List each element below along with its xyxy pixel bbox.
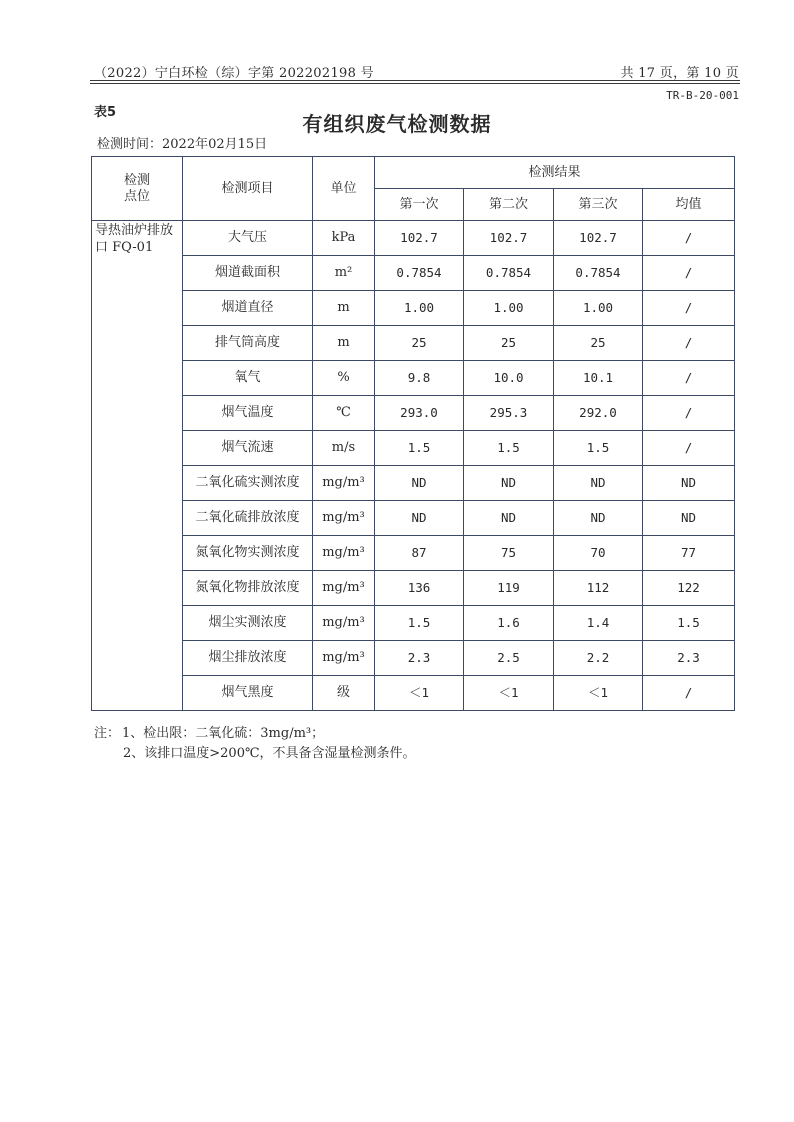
table-row xyxy=(92,431,735,466)
result-first: 9.8 xyxy=(375,361,464,396)
document-code: TR-B-20-001 xyxy=(666,89,739,102)
result-average: 122 xyxy=(643,571,735,606)
result-second: ＜1 xyxy=(464,676,554,711)
parameter-name: 氧气 xyxy=(183,361,313,396)
parameter-name: 二氧化硫实测浓度 xyxy=(183,466,313,501)
result-third: 25 xyxy=(554,326,643,361)
parameter-name: 烟气流速 xyxy=(183,431,313,466)
result-average: / xyxy=(643,221,735,256)
result-first: 293.0 xyxy=(375,396,464,431)
unit-cell: m xyxy=(313,326,375,361)
unit-cell: kPa xyxy=(313,221,375,256)
result-average: / xyxy=(643,676,735,711)
parameter-name: 排气筒高度 xyxy=(183,326,313,361)
unit-cell: % xyxy=(313,361,375,396)
table-row xyxy=(92,326,735,361)
result-average: ND xyxy=(643,501,735,536)
table-row xyxy=(92,291,735,326)
result-second: 75 xyxy=(464,536,554,571)
header-divider xyxy=(90,80,740,81)
notes xyxy=(94,724,416,764)
result-first: ND xyxy=(375,466,464,501)
result-second: 1.6 xyxy=(464,606,554,641)
table-row xyxy=(92,536,735,571)
result-average: / xyxy=(643,361,735,396)
report-number: （2022）宁白环检（综）字第 202202198 号 xyxy=(94,66,374,81)
unit-cell: mg/m³ xyxy=(313,606,375,641)
result-second: ND xyxy=(464,501,554,536)
result-third: ND xyxy=(554,466,643,501)
notes-prefix: 注： xyxy=(94,726,121,741)
result-third: 292.0 xyxy=(554,396,643,431)
result-average: 1.5 xyxy=(643,606,735,641)
result-average: / xyxy=(643,431,735,466)
table-row xyxy=(92,501,735,536)
unit-cell: mg/m³ xyxy=(313,641,375,676)
table-row xyxy=(92,396,735,431)
result-first: ND xyxy=(375,501,464,536)
result-third: 1.00 xyxy=(554,291,643,326)
unit-cell: mg/m³ xyxy=(313,571,375,606)
result-average: / xyxy=(643,291,735,326)
result-first: 0.7854 xyxy=(375,256,464,291)
parameter-name: 二氧化硫排放浓度 xyxy=(183,501,313,536)
unit-cell: m xyxy=(313,291,375,326)
result-average: ND xyxy=(643,466,735,501)
result-third: 1.4 xyxy=(554,606,643,641)
table-row xyxy=(92,641,735,676)
parameter-name: 烟尘实测浓度 xyxy=(183,606,313,641)
test-time: 检测时间：2022年02月15日 xyxy=(97,137,268,152)
result-average: / xyxy=(643,256,735,291)
result-third: 2.2 xyxy=(554,641,643,676)
unit-cell: ℃ xyxy=(313,396,375,431)
parameter-name: 氮氧化物排放浓度 xyxy=(183,571,313,606)
result-first: 1.5 xyxy=(375,606,464,641)
result-third: 1.5 xyxy=(554,431,643,466)
header-first: 第一次 xyxy=(375,189,464,221)
parameter-name: 烟道截面积 xyxy=(183,256,313,291)
parameter-name: 烟尘排放浓度 xyxy=(183,641,313,676)
header-item: 检测项目 xyxy=(183,157,313,221)
unit-cell: mg/m³ xyxy=(313,536,375,571)
result-first: ＜1 xyxy=(375,676,464,711)
result-second: 0.7854 xyxy=(464,256,554,291)
result-third: 112 xyxy=(554,571,643,606)
parameter-name: 大气压 xyxy=(183,221,313,256)
result-second: 2.5 xyxy=(464,641,554,676)
unit-cell: 级 xyxy=(313,676,375,711)
result-first: 136 xyxy=(375,571,464,606)
note-text-2: 2、该排口温度>200℃，不具备含湿量检测条件。 xyxy=(123,746,416,761)
header-unit: 单位 xyxy=(313,157,375,221)
unit-cell: m² xyxy=(313,256,375,291)
result-average: 77 xyxy=(643,536,735,571)
sampling-location: 导热油炉排放口 FQ-01 xyxy=(92,221,183,711)
parameter-name: 烟气温度 xyxy=(183,396,313,431)
table-row xyxy=(92,606,735,641)
parameter-name: 氮氧化物实测浓度 xyxy=(183,536,313,571)
result-average: / xyxy=(643,396,735,431)
result-third: 102.7 xyxy=(554,221,643,256)
result-second: 295.3 xyxy=(464,396,554,431)
header-results: 检测结果 xyxy=(375,157,735,189)
page-info: 共 17 页，第 10 页 xyxy=(620,66,739,81)
result-third: 70 xyxy=(554,536,643,571)
result-second: 25 xyxy=(464,326,554,361)
result-first: 1.00 xyxy=(375,291,464,326)
result-first: 102.7 xyxy=(375,221,464,256)
unit-cell: m/s xyxy=(313,431,375,466)
header-average: 均值 xyxy=(643,189,735,221)
table-row xyxy=(92,571,735,606)
unit-cell: mg/m³ xyxy=(313,501,375,536)
note-line-2 xyxy=(94,744,416,764)
unit-cell: mg/m³ xyxy=(313,466,375,501)
result-second: 102.7 xyxy=(464,221,554,256)
result-third: 0.7854 xyxy=(554,256,643,291)
result-average: 2.3 xyxy=(643,641,735,676)
table-row xyxy=(92,256,735,291)
result-second: 10.0 xyxy=(464,361,554,396)
header-third: 第三次 xyxy=(554,189,643,221)
table-row xyxy=(92,221,735,256)
note-line-1 xyxy=(94,724,416,744)
result-second: 119 xyxy=(464,571,554,606)
table-header-row xyxy=(92,157,735,189)
result-second: 1.00 xyxy=(464,291,554,326)
result-first: 87 xyxy=(375,536,464,571)
result-second: ND xyxy=(464,466,554,501)
result-first: 2.3 xyxy=(375,641,464,676)
table-row xyxy=(92,676,735,711)
result-second: 1.5 xyxy=(464,431,554,466)
note-text-1: 1、检出限：二氧化硫：3mg/m³； xyxy=(122,726,325,741)
parameter-name: 烟道直径 xyxy=(183,291,313,326)
result-first: 25 xyxy=(375,326,464,361)
table-row xyxy=(92,466,735,501)
table-row xyxy=(92,361,735,396)
result-third: 10.1 xyxy=(554,361,643,396)
result-third: ＜1 xyxy=(554,676,643,711)
parameter-name: 烟气黑度 xyxy=(183,676,313,711)
result-first: 1.5 xyxy=(375,431,464,466)
header-second: 第二次 xyxy=(464,189,554,221)
exhaust-gas-data-table xyxy=(91,156,735,711)
header-divider-second xyxy=(90,83,740,84)
header-location: 检测 点位 xyxy=(92,157,183,221)
page-title: 有组织废气检测数据 xyxy=(302,112,492,136)
table-number: 表5 xyxy=(94,105,117,120)
result-third: ND xyxy=(554,501,643,536)
result-average: / xyxy=(643,326,735,361)
